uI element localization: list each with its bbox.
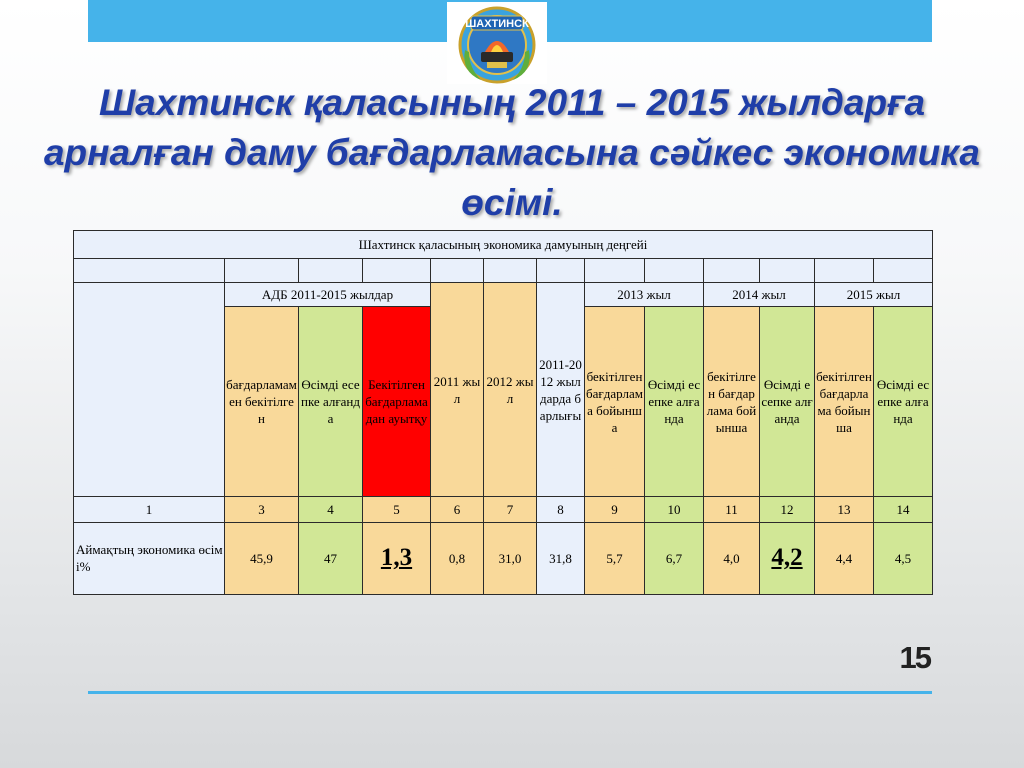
economy-growth-table [73, 230, 933, 595]
header-2015-growth: Өсімді есепке алғанда [874, 307, 933, 497]
column-number: 3 [225, 497, 299, 522]
value-2014-growth-text: 4,2 [771, 544, 803, 572]
empty-row [74, 259, 933, 283]
page-number: 15 [899, 640, 930, 675]
value-2015-growth: 4,5 [874, 522, 933, 594]
column-number: 12 [760, 497, 815, 522]
column-number: 11 [704, 497, 760, 522]
empty-cell [299, 259, 363, 283]
value-adb-growth: 47 [299, 522, 363, 594]
value-total-2011-2012: 31,8 [537, 522, 585, 594]
value-adb-deviation [363, 522, 431, 594]
column-number: 8 [537, 497, 585, 522]
group-header-adb: АДБ 2011-2015 жылдар [225, 283, 431, 307]
empty-cell [704, 259, 760, 283]
header-adb-deviation: Бекітілген бағдарламадан ауытқу [363, 307, 431, 497]
row-label: Аймақтың экономика өсімі% [74, 522, 225, 594]
header-2011: 2011 жыл [431, 283, 484, 497]
row-header-blank [74, 283, 225, 497]
slide-title: Шахтинск қаласының 2011 – 2015 жылдарға арналған даму бағдарламасына сәйкес экономика өсімі. [43, 82, 981, 223]
column-number: 6 [431, 497, 484, 522]
empty-cell [74, 259, 225, 283]
header-2012: 2012 жыл [484, 283, 537, 497]
column-number: 1 [74, 497, 225, 522]
value-2014-growth [760, 522, 815, 594]
header-adb-approved: бағдарламамен бекітілген [225, 307, 299, 497]
value-2013-approved: 5,7 [585, 522, 645, 594]
empty-cell [363, 259, 431, 283]
value-2013-growth: 6,7 [645, 522, 704, 594]
group-header-2014: 2014 жыл [704, 283, 815, 307]
bottom-accent-line [88, 691, 932, 694]
column-number: 7 [484, 497, 537, 522]
header-2013-approved: бекітілген бағдарлама бойынша [585, 307, 645, 497]
value-2015-approved: 4,4 [815, 522, 874, 594]
header-2015-approved: бекітілген бағдарлама бойынша [815, 307, 874, 497]
table-row [74, 522, 933, 594]
column-number: 13 [815, 497, 874, 522]
header-adb-growth: Өсімді есепке алғанда [299, 307, 363, 497]
header-2014-approved: бекітілген бағдарлама бойынша [704, 307, 760, 497]
empty-cell [760, 259, 815, 283]
emblem-lettering: ШАХТИНСК [465, 18, 529, 30]
group-header-2015: 2015 жыл [815, 283, 933, 307]
table-caption: Шахтинск қаласының экономика дамуының деңгейі [74, 231, 933, 259]
empty-cell [537, 259, 585, 283]
value-2011: 0,8 [431, 522, 484, 594]
city-emblem-icon [447, 2, 547, 84]
empty-cell [225, 259, 299, 283]
city-emblem-logo [447, 2, 547, 84]
column-number: 10 [645, 497, 704, 522]
value-adb-approved: 45,9 [225, 522, 299, 594]
column-number: 9 [585, 497, 645, 522]
value-2012: 31,0 [484, 522, 537, 594]
group-header-2013: 2013 жыл [585, 283, 704, 307]
empty-cell [874, 259, 933, 283]
column-number: 14 [874, 497, 933, 522]
empty-cell [815, 259, 874, 283]
header-total-2011-2012: 2011-2012 жылдарда барлығы [537, 283, 585, 497]
empty-cell [645, 259, 704, 283]
empty-cell [484, 259, 537, 283]
header-2013-growth: Өсімді есепке алғанда [645, 307, 704, 497]
column-number: 5 [363, 497, 431, 522]
value-adb-deviation-text: 1,3 [380, 544, 413, 572]
value-2014-approved: 4,0 [704, 522, 760, 594]
column-number: 4 [299, 497, 363, 522]
empty-cell [585, 259, 645, 283]
empty-cell [431, 259, 484, 283]
column-number-row [74, 497, 933, 522]
header-2014-growth: Өсімді есепке алғанда [760, 307, 815, 497]
